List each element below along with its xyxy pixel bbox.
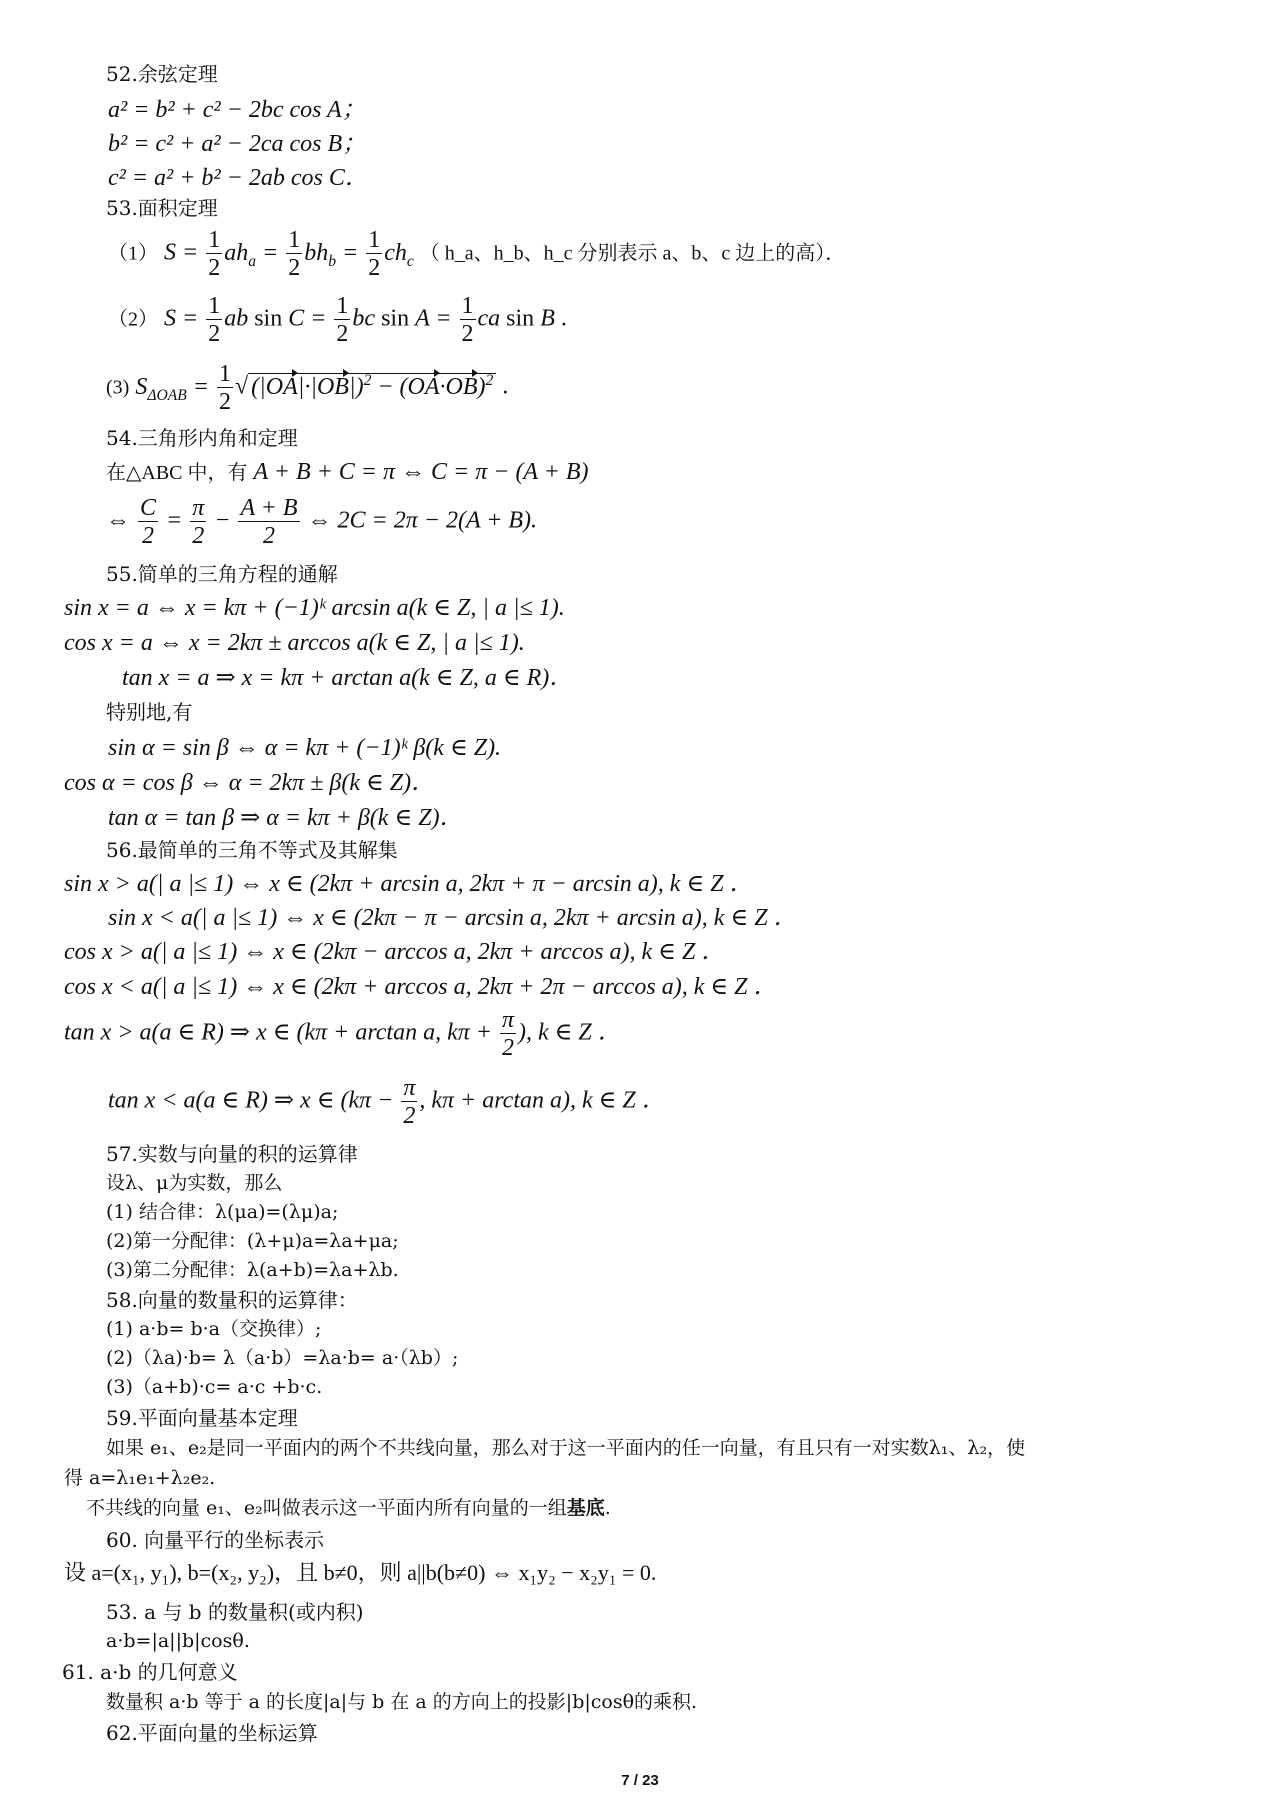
fraction-pi-over-2: $\frac{\pi}{2}$ <box>192 495 205 549</box>
ineq-cos-gt: cos x > a(| a |≤ 1) ⇔ x ∈ (2kπ − arccos a, 2kπ + arccos a), k ∈ Z ． <box>64 939 726 965</box>
trig-eq-cos: cos x = a ⇔ x = 2kπ ± arccos a(k ∈ Z, | a |≤ 1). <box>64 630 525 656</box>
dot-rule-1: (1) a·b= b·a（交换律）; <box>106 1318 322 1340</box>
ineq-cos-lt: cos x < a(| a |≤ 1) ⇔ x ∈ (2kπ + arccos a, 2kπ + 2π − arccos a), k ∈ Z ． <box>64 974 778 1000</box>
formula-cosine-c: c² = a² + b² − 2ab cos C． <box>108 165 369 191</box>
basis-theorem-p3: 不共线的向量 e₁、e₂叫做表示这一平面内所有向量的一组基底. <box>86 1497 611 1519</box>
heading-53: 53.面积定理 <box>106 196 218 220</box>
heading-56: 56.最简单的三角不等式及其解集 <box>106 838 398 862</box>
heights-note: （ h_a、h_b、h_c 分别表示 a、b、c 边上的高）． <box>419 242 846 265</box>
geometric-meaning: 数量积 a·b 等于 a 的长度|a|与 b 在 a 的方向上的投影|b|cosθ的乘积. <box>106 1691 698 1713</box>
special-note: 特别地,有 <box>106 700 193 724</box>
fraction-half: $\frac{1}{2}$ <box>336 293 349 347</box>
fraction-half: $\frac{1}{2}$ <box>288 227 301 281</box>
page-number: 7 / 23 <box>621 1772 659 1789</box>
formula-cosine-a: a² = b² + c² − 2bc cos A； <box>108 97 366 123</box>
heading-62: 62.平面向量的坐标运算 <box>106 1721 318 1745</box>
heading-55: 55.简单的三角方程的通解 <box>106 562 338 586</box>
heading-59: 59.平面向量基本定理 <box>106 1406 298 1430</box>
ineq-tan-lt: tan x < a(a ∈ R) ⇒ x ∈ (kπ − $\frac{\pi}{2}$ , kπ + arctan a), k ∈ Z ． <box>108 1075 666 1129</box>
ineq-sin-lt: sin x < a(| a |≤ 1) ⇔ x ∈ (2kπ − π − arcsin a, 2kπ + arcsin a), k ∈ Z ． <box>108 905 798 931</box>
fraction-half: $\frac{1}{2}$ <box>208 293 221 347</box>
formula-area-2: （2） S = $\frac{1}{2}$ ab sin C = $\frac{1}{2}$ bc sin A = $\frac{1}{2}$ ca sin B . <box>108 293 567 347</box>
formula-lhs: S = <box>164 239 199 266</box>
rule-associative: (1) 结合律：λ(μa)=(λμ)a; <box>106 1201 339 1223</box>
fraction-pi-over-2: $\frac{\pi}{2}$ <box>403 1075 416 1129</box>
angle-sum-line-2: ⇔ $\frac{C}{2}$ = $\frac{\pi}{2}$ − $\frac{A + B}{2}$ ⇔ 2C = 2π − 2(A + B). <box>106 495 538 549</box>
heading-54: 54.三角形内角和定理 <box>106 426 298 450</box>
heading-61: 61. a·b 的几何意义 <box>62 1660 238 1684</box>
trig-eq-sin-alpha: sin α = sin β ⇔ α = kπ + (−1)ᵏ β(k ∈ Z). <box>108 735 502 761</box>
basis-theorem-p2: 得 a=λ₁e₁+λ₂e₂. <box>64 1467 216 1489</box>
dot-rule-3: (3)（a+b)·c= a·c +b·c. <box>106 1376 323 1398</box>
fraction-half: $\frac{1}{2}$ <box>208 227 221 281</box>
basis-theorem-p1: 如果 e₁、e₂是同一平面内的两个不共线向量，那么对于这一平面内的任一向量，有且只有一对实数λ₁、λ₂，使 <box>106 1437 1026 1459</box>
trig-eq-tan: tan x = a ⇒ x = kπ + arctan a(k ∈ Z, a ∈ R)． <box>122 665 574 691</box>
term-basis: 基底 <box>566 1497 605 1519</box>
formula-area-3: (3) $S_{\Delta OAB}$ = $\frac{1}{2}$ √ $(|OA|\cdot|OB|)^2 - (OA\cdot OB)^2$ . <box>106 361 509 415</box>
trig-eq-tan-alpha: tan α = tan β ⇒ α = kπ + β(k ∈ Z)． <box>108 805 464 831</box>
item-number: (3) <box>106 376 130 399</box>
parallel-condition: 设 a=(x₁, y₁), b=(x₂, y₂)，且 b≠0，则 a||b(b≠0) ⇔ x₁y₂ − x₂y₁ = 0. <box>64 1560 657 1585</box>
sqrt-expression: $(|OA|\cdot|OB|)^2 - (OA\cdot OB)^2$ <box>248 373 496 400</box>
fraction-half: $\frac{1}{2}$ <box>219 361 231 415</box>
rule-distributive-1: (2)第一分配律：(λ+μ)a=λa+μa; <box>106 1230 399 1252</box>
formula-cosine-b: b² = c² + a² − 2ca cos B； <box>108 131 367 157</box>
fraction-pi-over-2: $\frac{\pi}{2}$ <box>501 1007 514 1061</box>
heading-60: 60. 向量平行的坐标表示 <box>106 1528 325 1552</box>
item-number: （2） <box>108 308 158 331</box>
ineq-tan-gt: tan x > a(a ∈ R) ⇒ x ∈ (kπ + arctan a, kπ + $\frac{\pi}{2}$ ), k ∈ Z ． <box>64 1007 622 1061</box>
dot-product-formula: a·b=|a||b|cosθ. <box>106 1630 250 1652</box>
dot-rule-2: (2)（λa)·b= λ（a·b）=λa·b= a·（λb）; <box>106 1347 459 1369</box>
angle-sum-tail: ⇔ 2C = 2π − 2(A + B). <box>307 507 538 534</box>
trig-eq-sin: sin x = a ⇔ x = kπ + (−1)ᵏ arcsin a(k ∈ Z, | a |≤ 1). <box>64 595 565 621</box>
fraction-c-over-2: $\frac{C}{2}$ <box>140 495 157 549</box>
rule-distributive-2: (3)第二分配律：λ(a+b)=λa+λb. <box>106 1259 399 1281</box>
trig-eq-cos-alpha: cos α = cos β ⇔ α = 2kπ ± β(k ∈ Z)． <box>64 770 436 796</box>
angle-sum-line-1 <box>106 458 589 487</box>
fraction-half: $\frac{1}{2}$ <box>461 293 474 347</box>
scalars-intro: 设λ、μ为实数，那么 <box>106 1172 283 1194</box>
angle-sum-formula: A + B + C = π ⇔ C = π − (A + B) <box>253 459 589 485</box>
angle-sum-text: 在△ABC 中，有 <box>106 462 248 484</box>
ineq-sin-gt: sin x > a(| a |≤ 1) ⇔ x ∈ (2kπ + arcsin a, 2kπ + π − arcsin a), k ∈ Z ． <box>64 871 754 897</box>
formula-area-1: （1） S = $\frac{1}{2}$ $ah_a$ = $\frac{1}{2}$ $bh_b$ = $\frac{1}{2}$ $ch_c$ （ h_a、h_b、h_c 分别表示 a、b、c 边上的高）． <box>108 227 846 281</box>
item-number: （1） <box>108 242 158 265</box>
fraction-apb-over-2: $\frac{A + B}{2}$ <box>240 495 298 549</box>
fraction-half: $\frac{1}{2}$ <box>368 227 381 281</box>
heading-58: 58.向量的数量积的运算律： <box>106 1288 358 1312</box>
heading-57: 57.实数与向量的积的运算律 <box>106 1142 358 1166</box>
heading-52: 52.余弦定理 <box>106 62 218 86</box>
heading-dot-product: 53. a 与 b 的数量积(或内积) <box>106 1600 364 1624</box>
